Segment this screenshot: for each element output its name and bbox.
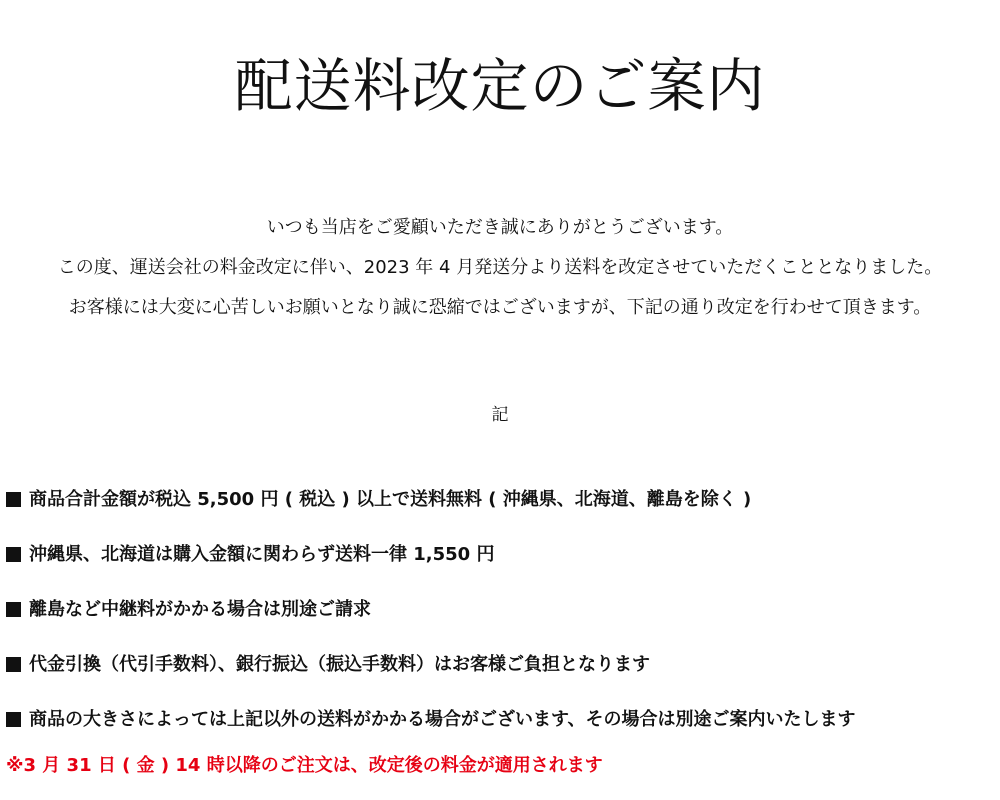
square-bullet-icon [6, 602, 21, 617]
list-item-text: 商品の大きさによっては上記以外の送料がかかる場合がございます、その場合は別途ご案内いたします [29, 708, 856, 730]
ki-heading: 記 [491, 405, 509, 425]
intro-line-1: いつも当店をご愛顧いただき誠にありがとうございます。 [266, 217, 734, 238]
list-item [6, 692, 1000, 747]
page-title: 配送料改定のご案内 [234, 52, 766, 120]
square-bullet-icon [6, 492, 21, 507]
intro-text [0, 208, 1000, 328]
square-bullet-icon [6, 547, 21, 562]
list-item-text: 離島など中継料がかかる場合は別途ご請求 [29, 598, 371, 620]
list-item [6, 527, 1000, 582]
terms-list [6, 472, 1000, 747]
square-bullet-icon [6, 712, 21, 727]
list-item-text: 沖縄県、北海道は購入金額に関わらず送料一律 1,550 円 [29, 543, 495, 565]
square-bullet-icon [6, 657, 21, 672]
list-item-text: 商品合計金額が税込 5,500 円 ( 税込 ) 以上で送料無料 ( 沖縄県、北海道、離島を除く ) [29, 488, 752, 510]
list-item [6, 582, 1000, 637]
intro-line-3: お客様には大変に心苦しいお願いとなり誠に恐縮ではございますが、下記の通り改定を行わせて頂きます。 [68, 297, 932, 318]
cutoff-notice: ※3 月 31 日 ( 金 ) 14 時以降のご注文は、改定後の料金が適用されます [6, 755, 603, 776]
intro-line-2: この度、運送会社の料金改定に伴い、2023 年 4 月発送分より送料を改定させていただくこととなりました。 [57, 257, 943, 278]
list-item [6, 637, 1000, 692]
list-item [6, 472, 1000, 527]
list-item-text: 代金引換（代引手数料）、銀行振込（振込手数料）はお客様ご負担となります [29, 653, 650, 675]
